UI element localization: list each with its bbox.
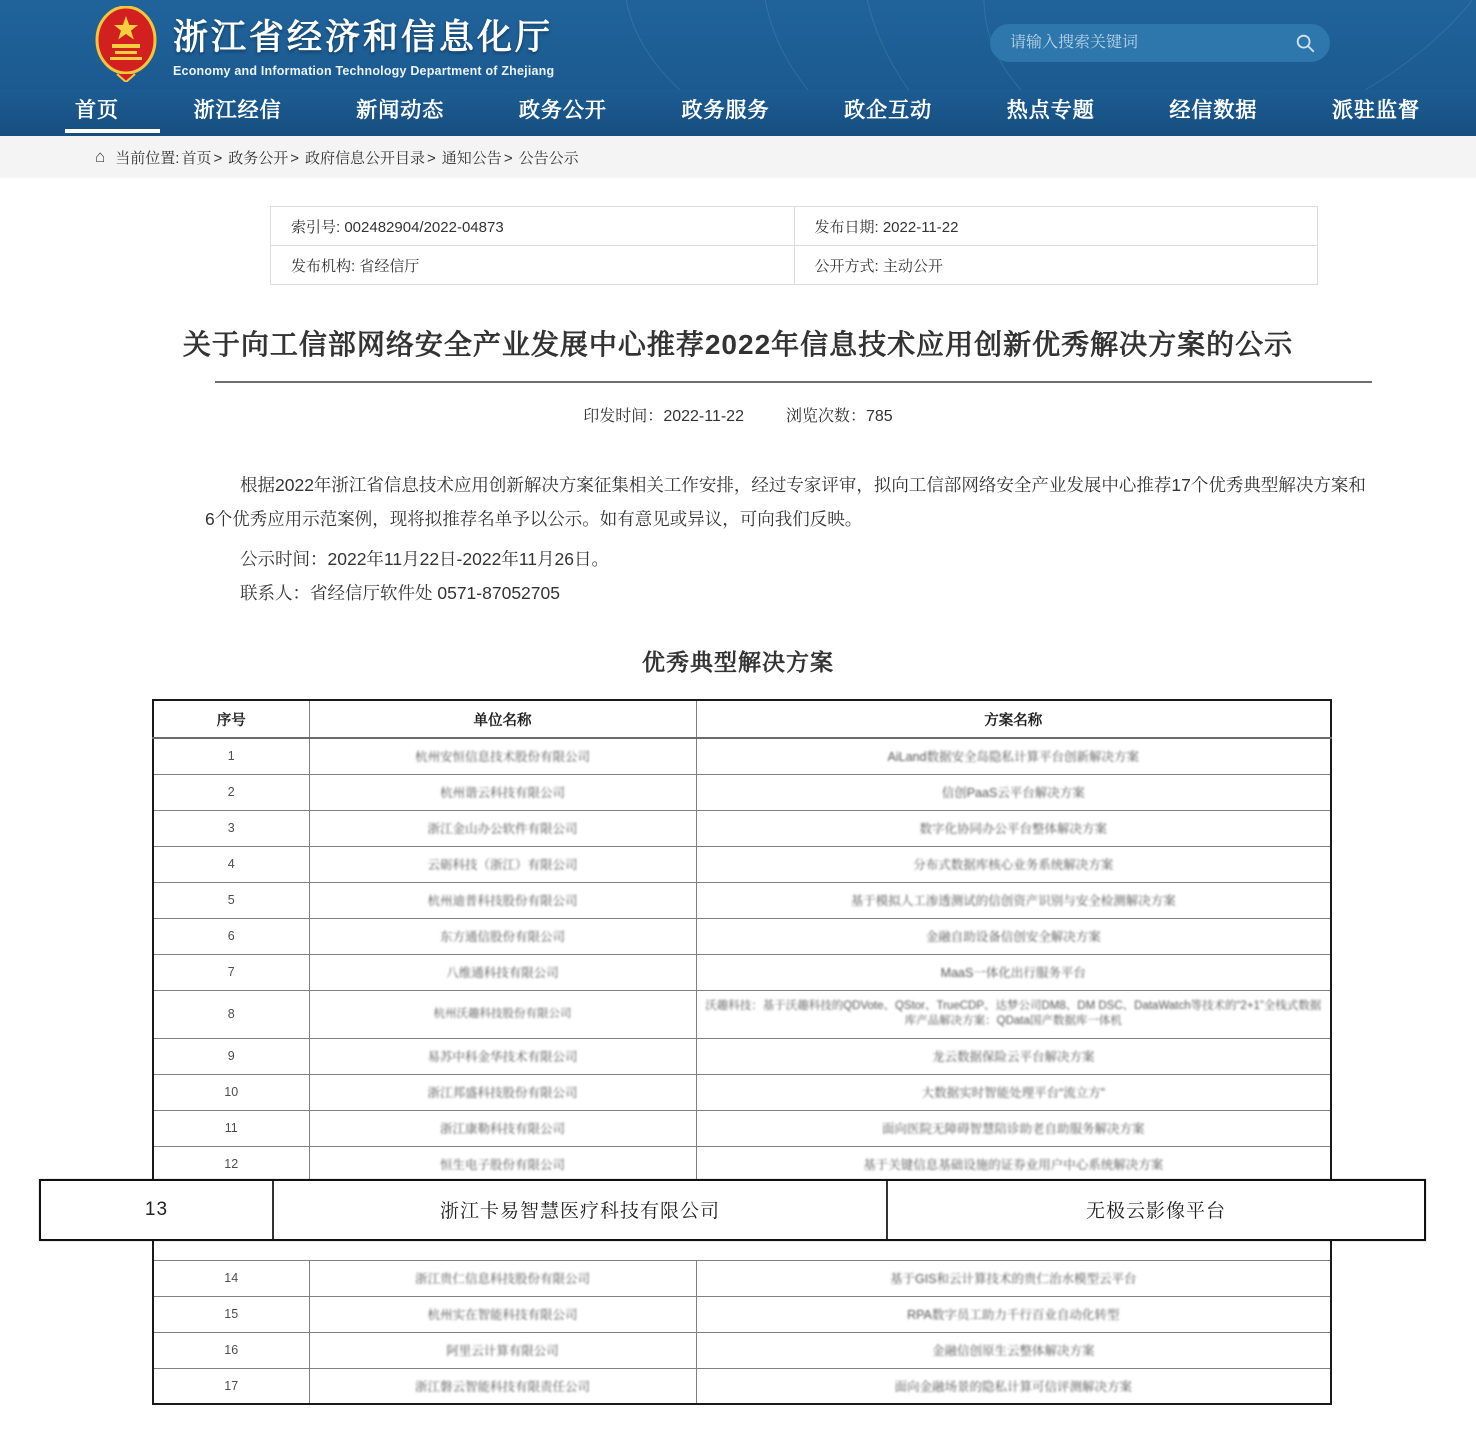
breadcrumb-item[interactable]: 政务公开	[228, 149, 289, 167]
cell-solution: 面向金融场景的隐私计算可信评测解决方案	[696, 1368, 1331, 1404]
cell-solution: 金融自助设备信创安全解决方案	[696, 918, 1331, 954]
breadcrumb-item[interactable]: 公告公示	[518, 149, 579, 167]
table-row	[153, 1296, 1331, 1332]
nav-item-9[interactable]: 派驻监督	[1332, 99, 1420, 122]
breadcrumb-item[interactable]: 首页	[181, 149, 212, 167]
views-label: 浏览次数：	[785, 408, 866, 425]
cell-no: 16	[153, 1332, 309, 1368]
cell-no: 5	[153, 882, 309, 918]
table-row	[153, 1368, 1331, 1404]
cell-no: 1	[153, 738, 309, 774]
breadcrumb-separator: >	[290, 149, 300, 167]
breadcrumb-item[interactable]: 政府信息公开目录	[305, 149, 426, 167]
cell-solution: 基于GIS和云计算技术的贵仁治水模型云平台	[696, 1260, 1331, 1296]
print-time-value: 2022-11-22	[663, 408, 744, 425]
paragraph-period: 公示时间：2022年11月22日-2022年11月26日。	[240, 549, 609, 569]
meta-method-label: 公开方式:	[814, 257, 879, 275]
breadcrumb-separator: >	[503, 149, 513, 167]
cell-no: 15	[153, 1296, 309, 1332]
cell-solution: 信创PaaS云平台解决方案	[696, 774, 1331, 810]
meta-method	[794, 246, 1318, 285]
meta-index-value: 002482904/2022-04873	[344, 218, 504, 236]
title-divider	[215, 381, 1372, 383]
cell-solution: 面向医院无障碍智慧陪诊助老自助服务解决方案	[696, 1110, 1331, 1146]
document-meta-table	[270, 206, 1318, 285]
cell-company: 阿里云计算有限公司	[309, 1332, 696, 1368]
cell-company: 杭州沃趣科技股份有限公司	[309, 990, 696, 1038]
cell-company: 浙江康勒科技有限公司	[309, 1110, 696, 1146]
nav-item-1[interactable]: 首页	[65, 90, 129, 136]
cell-solution: AiLand数据安全岛隐私计算平台创新解决方案	[696, 738, 1331, 774]
cell-no: 10	[153, 1074, 309, 1110]
search-icon[interactable]	[1294, 32, 1316, 54]
breadcrumb-items	[181, 147, 578, 168]
cell-solution: 基于模拟人工渗透测试的信创资产识别与安全检测解决方案	[696, 882, 1331, 918]
article-body	[205, 468, 1374, 610]
table-row	[153, 954, 1331, 990]
cell-solution: RPA数字员工助力千行百业自动化转型	[696, 1296, 1331, 1332]
meta-method-value: 主动公开	[882, 257, 943, 275]
table-row	[153, 990, 1331, 1038]
meta-org-value: 省经信厅	[359, 257, 420, 275]
table-row	[153, 846, 1331, 882]
solutions-table-title: 优秀典型解决方案	[642, 649, 834, 675]
views-value: 785	[865, 408, 893, 425]
nav-item-8[interactable]: 经信数据	[1169, 99, 1258, 122]
table-row	[153, 1074, 1331, 1110]
solutions-table	[144, 699, 1332, 1405]
meta-date-value: 2022-11-22	[882, 218, 959, 236]
cell-no: 6	[153, 918, 309, 954]
cell-company: 浙江贵仁信息科技股份有限公司	[309, 1260, 696, 1296]
nav-item-6[interactable]: 政企互动	[844, 99, 933, 122]
table-row	[153, 774, 1331, 810]
meta-date-label: 发布日期:	[814, 218, 879, 236]
highlighted-row-no: 13	[41, 1181, 274, 1239]
table-body	[144, 738, 1331, 1404]
cell-solution: 分布式数据库核心业务系统解决方案	[696, 846, 1331, 882]
cell-no: 17	[153, 1368, 309, 1404]
article-meta	[0, 403, 1476, 426]
header-no: 序号	[153, 700, 309, 738]
breadcrumb-separator: >	[427, 149, 436, 167]
table-row	[153, 1110, 1331, 1146]
highlighted-row-solution: 无极云影像平台	[1085, 1201, 1226, 1222]
breadcrumb-item[interactable]: 通知公告	[441, 149, 502, 167]
table-header-row	[153, 700, 1331, 738]
table-row	[153, 1038, 1331, 1074]
solutions-table-wrap	[144, 699, 1330, 1405]
table-row	[153, 810, 1331, 846]
search-input[interactable]	[1010, 34, 1294, 52]
paragraph-contact: 联系人：省经信厅软件处 0571-87052705	[240, 583, 560, 603]
meta-index-label: 索引号:	[291, 218, 341, 236]
cell-no: 3	[153, 810, 309, 846]
cell-company: 杭州谐云科技有限公司	[309, 774, 696, 810]
nav-item-4[interactable]: 政务公开	[518, 99, 607, 122]
cell-solution: 基于关键信息基础设施的证券业用户中心系统解决方案	[696, 1146, 1331, 1182]
nav-item-2[interactable]: 浙江经信	[193, 99, 282, 122]
page-title: 关于向工信部网络安全产业发展中心推荐2022年信息技术应用创新优秀解决方案的公示	[182, 329, 1294, 360]
brand-text	[173, 10, 554, 78]
header-solution: 方案名称	[696, 700, 1331, 738]
cell-company: 浙江邦盛科技股份有限公司	[309, 1074, 696, 1110]
cell-company: 杭州实在智能科技有限公司	[309, 1296, 696, 1332]
nav-item-7[interactable]: 热点专题	[1006, 99, 1095, 122]
cell-company: 恒生电子股份有限公司	[309, 1146, 696, 1182]
cell-company: 东方通信股份有限公司	[309, 918, 696, 954]
cell-solution: 金融信创原生云整体解决方案	[696, 1332, 1331, 1368]
table-row	[153, 738, 1331, 774]
cell-no: 8	[153, 990, 309, 1038]
cell-company: 云砺科技（浙江）有限公司	[309, 846, 696, 882]
table-row	[153, 918, 1331, 954]
cell-no: 11	[153, 1110, 309, 1146]
cell-solution: 龙云数据保险云平台解决方案	[696, 1038, 1331, 1074]
header-company: 单位名称	[309, 700, 696, 738]
table-row	[153, 1260, 1331, 1296]
site-title: 浙江省经济和信息化厅	[173, 18, 554, 57]
nav-item-5[interactable]: 政务服务	[681, 99, 770, 122]
cell-no: 14	[153, 1260, 309, 1296]
meta-org-label: 发布机构:	[291, 257, 356, 275]
cell-company: 杭州迪普科技股份有限公司	[309, 882, 696, 918]
cell-no: 12	[153, 1146, 309, 1182]
meta-org	[271, 246, 795, 285]
meta-index	[271, 207, 795, 246]
highlighted-row-overlay	[39, 1179, 1426, 1241]
cell-solution: 数字化协同办公平台整体解决方案	[696, 810, 1331, 846]
site-subtitle: Economy and Information Technology Department of Zhejiang	[173, 64, 555, 78]
site-header	[0, 0, 1476, 90]
home-icon: ⌂	[95, 147, 106, 166]
highlighted-row-company: 浙江卡易智慧医疗科技有限公司	[274, 1181, 888, 1239]
cell-no: 4	[153, 846, 309, 882]
paragraph-intro: 根据2022年浙江省信息技术应用创新解决方案征集相关工作安排，经过专家评审，拟向工信部网络安全产业发展中心推荐17个优秀典型解决方案和6个优秀应用示范案例，现将拟推荐名单予以公示。如有意见或异议，可向我们反映。	[205, 475, 1366, 529]
national-emblem-logo	[95, 6, 157, 82]
cell-company: 杭州安恒信息技术股份有限公司	[309, 738, 696, 774]
search-box	[990, 24, 1330, 62]
main-content	[0, 206, 1476, 1405]
cell-no: 9	[153, 1038, 309, 1074]
main-nav	[0, 90, 1476, 136]
cell-company: 易苏中科金华技术有限公司	[309, 1038, 696, 1074]
cell-solution: 沃趣科技：基于沃趣科技的QDVote、QStor、TrueCDP、达梦公司DM8、DM DSC、DataWatch等技术的“2+1”全栈式数据库产品解决方案：QData国产数据库一体机	[696, 990, 1331, 1038]
cell-solution: MaaS一体化出行服务平台	[696, 954, 1331, 990]
highlighted-row-cell	[144, 1182, 1331, 1260]
breadcrumb-separator: >	[213, 149, 223, 167]
cell-no: 2	[153, 774, 309, 810]
brand	[95, 6, 554, 82]
table-row	[153, 1182, 1331, 1260]
cell-company: 浙江磐云智能科技有限责任公司	[309, 1368, 696, 1404]
table-row	[153, 882, 1331, 918]
cell-solution: 大数据实时智能处理平台“流立方”	[696, 1074, 1331, 1110]
nav-item-3[interactable]: 新闻动态	[356, 99, 445, 122]
print-time-label: 印发时间：	[583, 408, 664, 425]
table-row	[153, 1332, 1331, 1368]
table-row	[153, 1146, 1331, 1182]
cell-company: 浙江金山办公软件有限公司	[309, 810, 696, 846]
cell-company: 八维通科技有限公司	[309, 954, 696, 990]
meta-date	[794, 207, 1318, 246]
breadcrumb	[0, 136, 1476, 178]
cell-no: 7	[153, 954, 309, 990]
breadcrumb-prefix: 当前位置:	[115, 149, 180, 167]
